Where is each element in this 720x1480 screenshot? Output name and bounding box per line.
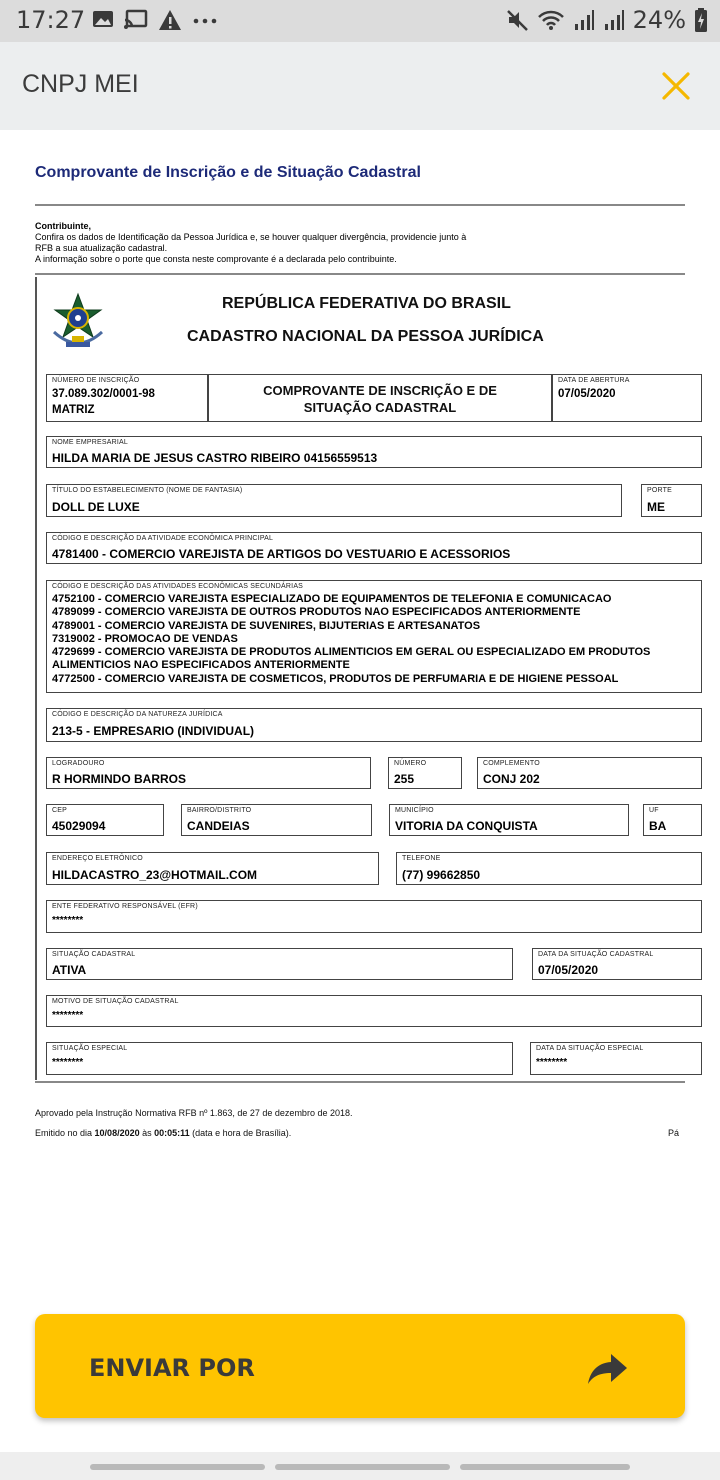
page-marker: Pá (668, 1128, 680, 1138)
emission-time: 00:05:11 (154, 1128, 190, 1138)
status-icons-left (92, 9, 218, 31)
contributor-line: A informação sobre o porte que consta neste comprovante é a declarada pelo contribuinte. (35, 254, 397, 264)
municipio-label: MUNICÍPIO (395, 807, 434, 814)
signal-icon (603, 9, 625, 31)
nome-empresarial-label: NOME EMPRESARIAL (52, 439, 128, 446)
situacao-box (46, 948, 513, 980)
municipio-box (389, 804, 629, 836)
situacao-value: ATIVA (52, 963, 87, 977)
warning-icon (158, 9, 182, 31)
cep-label: CEP (52, 807, 67, 814)
email-label: ENDEREÇO ELETRÔNICO (52, 855, 143, 862)
data-situacao-value: 07/05/2020 (538, 963, 599, 977)
wifi-icon (537, 9, 565, 31)
approval-note: Aprovado pela Instrução Normativa RFB nº 1.863, de 27 de dezembro de 2018. (35, 1108, 353, 1118)
telefone-box (396, 852, 702, 885)
email-value: HILDACASTRO_23@HOTMAIL.COM (52, 868, 258, 882)
contributor-line: RFB a sua atualização cadastral. (35, 243, 168, 253)
contributor-line: Confira os dados de Identificação da Pessoa Jurídica e, se houver qualquer divergência, providencie junto à (35, 232, 467, 242)
porte-value: ME (647, 500, 665, 514)
uf-value: BA (649, 819, 667, 833)
cep-box (46, 804, 164, 836)
atividades-secundarias-list (52, 593, 650, 686)
atividades-secundarias-box (46, 580, 702, 693)
data-abertura-value: 07/05/2020 (558, 388, 616, 400)
list-item: 4729699 - COMERCIO VAREJISTA DE PRODUTOS ALIMENTICIOS EM GERAL OU ESPECIALIZADO EM PRODUTOS (52, 646, 651, 659)
numero-inscricao-value: 37.089.302/0001-98 (52, 388, 155, 400)
complemento-label: COMPLEMENTO (483, 760, 540, 767)
data-abertura-box (552, 374, 702, 422)
numero-label: NÚMERO (394, 760, 427, 767)
emission-note (35, 1128, 291, 1138)
list-item: ALIMENTICIOS NAO ESPECIFICADOS ANTERIORMENTE (52, 659, 350, 672)
numero-box (388, 757, 462, 789)
list-item: 4752100 - COMERCIO VAREJISTA ESPECIALIZADO DE EQUIPAMENTOS DE TELEFONIA E COMUNICACAO (52, 593, 612, 605)
situacao-especial-value: ******** (52, 1057, 84, 1068)
porte-box (641, 484, 702, 517)
divider (35, 204, 685, 206)
data-abertura-label: DATA DE ABERTURA (558, 377, 630, 384)
nav-handle[interactable] (275, 1464, 450, 1470)
bairro-label: BAIRRO/DISTRITO (187, 807, 252, 814)
situacao-label: SITUAÇÃO CADASTRAL (52, 951, 136, 958)
app-bar (0, 42, 720, 130)
data-situacao-box (532, 948, 702, 980)
municipio-value: VITORIA DA CONQUISTA (395, 819, 538, 833)
republica-title: REPÚBLICA FEDERATIVA DO BRASIL (222, 295, 511, 312)
status-icons-right (507, 6, 708, 34)
contributor-notice (35, 221, 595, 265)
uf-box (643, 804, 702, 836)
telefone-label: TELEFONE (402, 855, 441, 862)
more-dots-icon (192, 9, 218, 29)
comprovante-title-line: SITUAÇÃO CADASTRAL (303, 400, 457, 415)
battery-percent: 24% (632, 6, 686, 34)
telefone-value: (77) 99662850 (402, 868, 481, 882)
nome-empresarial-box (46, 436, 702, 468)
emission-date: 10/08/2020 (94, 1128, 140, 1138)
divider (35, 1081, 685, 1083)
motivo-value: ******** (52, 1010, 84, 1021)
divider (35, 273, 685, 275)
emission-suffix: (data e hora de Brasília). (189, 1128, 292, 1138)
situacao-especial-box (46, 1042, 513, 1075)
page-title: CNPJ MEI (22, 70, 139, 98)
atividade-principal-box (46, 532, 702, 564)
data-situacao-especial-label: DATA DA SITUAÇÃO ESPECIAL (536, 1045, 644, 1052)
close-icon[interactable] (660, 70, 692, 102)
uf-label: UF (649, 807, 659, 814)
document-viewer[interactable] (0, 130, 720, 1290)
comprovante-title-box (208, 374, 552, 422)
situacao-especial-label: SITUAÇÃO ESPECIAL (52, 1045, 128, 1052)
natureza-juridica-label: CÓDIGO E DESCRIÇÃO DA NATUREZA JURÍDICA (52, 711, 223, 718)
data-situacao-especial-value: ******** (536, 1057, 568, 1068)
motivo-box (46, 995, 702, 1027)
contributor-title: Contribuinte, (35, 221, 91, 231)
send-via-label: ENVIAR POR (89, 1354, 255, 1382)
titulo-estabelecimento-value: DOLL DE LUXE (52, 500, 140, 514)
atividades-secundarias-label: CÓDIGO E DESCRIÇÃO DAS ATIVIDADES ECONÔMICAS SECUNDÁRIAS (52, 583, 304, 590)
natureza-juridica-value: 213-5 - EMPRESARIO (INDIVIDUAL) (52, 724, 255, 738)
natureza-juridica-box (46, 708, 702, 742)
battery-charging-icon (694, 8, 708, 32)
logradouro-value: R HORMINDO BARROS (52, 772, 186, 786)
matriz-value: MATRIZ (52, 404, 95, 416)
bairro-value: CANDEIAS (187, 819, 250, 833)
nome-empresarial-value: HILDA MARIA DE JESUS CASTRO RIBEIRO 04156559513 (52, 451, 378, 465)
data-situacao-label: DATA DA SITUAÇÃO CADASTRAL (538, 951, 654, 958)
system-nav-bar (0, 1452, 720, 1480)
list-item: 4789001 - COMERCIO VAREJISTA DE SUVENIRES, BIJUTERIAS E ARTESANATOS (52, 619, 481, 632)
bairro-box (181, 804, 372, 836)
titulo-estabelecimento-box (46, 484, 622, 517)
data-situacao-especial-box (530, 1042, 702, 1075)
signal-icon (573, 9, 595, 31)
brazil-coat-of-arms-icon (48, 292, 108, 354)
porte-label: PORTE (647, 487, 672, 494)
mute-icon (507, 9, 529, 31)
atividade-principal-value: 4781400 - COMERCIO VAREJISTA DE ARTIGOS DO VESTUARIO E ACESSORIOS (52, 547, 511, 561)
nav-handle[interactable] (90, 1464, 265, 1470)
image-icon (92, 9, 114, 29)
motivo-label: MOTIVO DE SITUAÇÃO CADASTRAL (52, 998, 179, 1005)
status-bar (0, 0, 720, 42)
efr-value: ******** (52, 915, 84, 926)
efr-label: ENTE FEDERATIVO RESPONSÁVEL (EFR) (52, 903, 198, 910)
numero-value: 255 (394, 772, 415, 786)
comprovante-title-line: COMPROVANTE DE INSCRIÇÃO E DE (263, 383, 497, 398)
titulo-estabelecimento-label: TÍTULO DO ESTABELECIMENTO (NOME DE FANTASIA) (52, 487, 243, 494)
list-item: 4789099 - COMERCIO VAREJISTA DE OUTROS PRODUTOS NAO ESPECIFICADOS ANTERIORMENTE (52, 606, 581, 619)
numero-inscricao-label: NÚMERO DE INSCRIÇÃO (52, 377, 140, 384)
share-arrow-icon (587, 1352, 629, 1386)
list-item: 4772500 - COMERCIO VAREJISTA DE COSMETICOS, PRODUTOS DE PERFUMARIA E DE HIGIENE PESSOAL (52, 672, 619, 685)
logradouro-label: LOGRADOURO (52, 760, 105, 767)
logradouro-box (46, 757, 371, 789)
cast-icon (124, 9, 148, 29)
document-heading: Comprovante de Inscrição e de Situação Cadastral (35, 164, 421, 181)
email-box (46, 852, 379, 885)
complemento-box (477, 757, 702, 789)
cadastro-title: CADASTRO NACIONAL DA PESSOA JURÍDICA (187, 328, 544, 345)
cep-value: 45029094 (52, 819, 106, 833)
atividade-principal-label: CÓDIGO E DESCRIÇÃO DA ATIVIDADE ECONÔMICA PRINCIPAL (52, 535, 274, 542)
list-item: 7319002 - PROMOCAO DE VENDAS (52, 632, 238, 645)
numero-inscricao-box (46, 374, 208, 422)
nav-handle[interactable] (460, 1464, 630, 1470)
emission-mid: às (139, 1128, 155, 1138)
status-time: 17:27 (16, 6, 86, 34)
efr-box (46, 900, 702, 933)
complemento-value: CONJ 202 (483, 772, 540, 786)
send-via-button[interactable] (35, 1314, 685, 1418)
emission-prefix: Emitido no dia (35, 1128, 95, 1138)
